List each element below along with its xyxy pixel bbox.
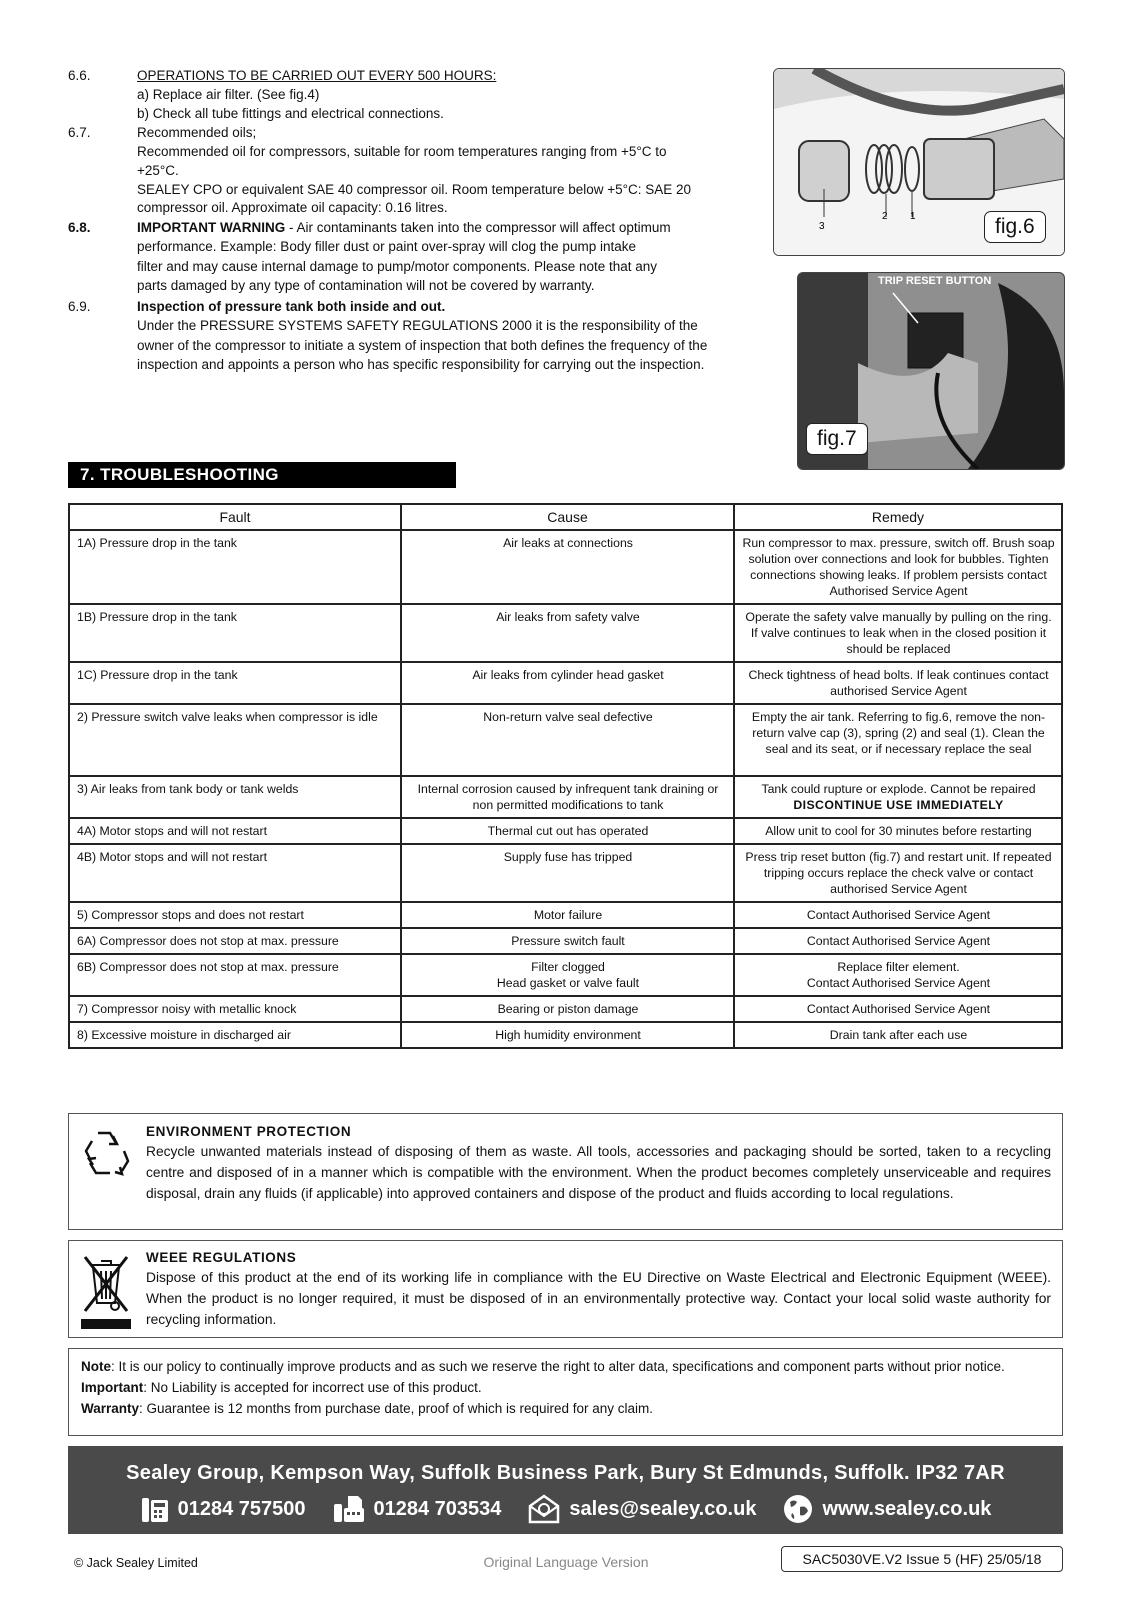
table-row xyxy=(69,662,1062,704)
oils-line: SEALEY CPO or equivalent SAE 40 compressor oil. Room temperature below +5°C: SAE 20 xyxy=(137,182,692,197)
important-text: : No Liability is accepted for incorrect use of this product. xyxy=(143,1380,482,1395)
cause-cell-text: High humidity environment xyxy=(495,1028,641,1042)
cause-cell xyxy=(401,1022,734,1048)
fault-cell-text: 8) Excessive moisture in discharged air xyxy=(77,1028,291,1042)
website-contact xyxy=(782,1493,991,1525)
remedy-cell-text: Contact Authorised Service Agent xyxy=(806,908,991,922)
company-address: Sealey Group, Kempson Way, Suffolk Business Park, Bury St Edmunds, Suffolk. IP32 7AR xyxy=(126,1462,1005,1484)
table-row xyxy=(69,844,1062,902)
fault-cell-text: 2) Pressure switch valve leaks when compressor is idle xyxy=(77,710,378,724)
weee-text: Dispose of this product at the end of its working life in compliance with the EU Directive on Waste Electrical and Electronic Equipment (WEEE). When the product is no longer required, it must be disposed of in an environmentally protective way. Contact your local solid waste authority for recycling information. xyxy=(146,1270,1051,1327)
warranty-label: Warranty xyxy=(81,1401,140,1416)
item-number: 6.8. xyxy=(68,220,91,235)
step-b: b) Check all tube fittings and electrical connections. xyxy=(137,106,444,121)
inspection-line: owner of the compressor to initiate a system of inspection that both defines the frequency of the xyxy=(137,337,708,353)
item-number: 6.9. xyxy=(68,299,91,314)
fault-cell xyxy=(69,662,401,704)
fault-cell xyxy=(69,1022,401,1048)
remedy-cell-text: Check tightness of head bolts. If leak continues contact authorised Service Agent xyxy=(748,668,1049,698)
warning-line: parts damaged by any type of contamination will not be covered by warranty. xyxy=(137,278,595,294)
remedy-cell xyxy=(734,844,1062,902)
header-cause: Cause xyxy=(401,504,734,530)
fault-cell-text: 4A) Motor stops and will not restart xyxy=(77,824,267,838)
fault-cell xyxy=(69,704,401,776)
fig6-label: fig.6 xyxy=(984,211,1046,243)
cause-cell xyxy=(401,902,734,928)
fault-cell-text: 4B) Motor stops and will not restart xyxy=(77,850,267,864)
email-icon xyxy=(527,1494,561,1524)
document-reference: SAC5030VE.V2 Issue 5 (HF) 25/05/18 xyxy=(781,1546,1063,1572)
table-row xyxy=(69,1022,1062,1048)
callout-2: 2 xyxy=(882,211,888,222)
callout-3: 3 xyxy=(819,221,825,232)
environment-text: Recycle unwanted materials instead of disposing of them as waste. All tools, accessories and packaging should be sorted, taken to a recycling centre and disposed of in a manner which is compatible with the environment. When the product becomes completely unserviceable and requires disposal, drain any fluids (if applicable) into approved containers and dispose of the product and fluids according to local regulations. xyxy=(146,1144,1051,1201)
item-number: 6.6. xyxy=(68,68,91,83)
fault-cell xyxy=(69,604,401,662)
environment-title: ENVIRONMENT PROTECTION xyxy=(146,1124,352,1139)
remedy-cell-text: Press trip reset button (fig.7) and restart unit. If repeated tripping occurs replace the check valve or contact authorised Service Agent xyxy=(745,850,1052,896)
trip-reset-caption: TRIP RESET BUTTON xyxy=(878,275,992,287)
cause-cell-text: Supply fuse has tripped xyxy=(503,850,633,864)
fault-cell xyxy=(69,818,401,844)
cause-cell xyxy=(401,954,734,996)
oils-line: compressor oil. Approximate oil capacity: 0.16 litres. xyxy=(137,200,448,215)
discontinue-warning: DISCONTINUE USE IMMEDIATELY xyxy=(793,798,1004,812)
remedy-cell xyxy=(734,704,1062,776)
recycle-icon xyxy=(80,1127,132,1179)
remedy-cell-text: Allow unit to cool for 30 minutes before restarting xyxy=(765,824,1032,838)
remedy-cell-text: Empty the air tank. Referring to fig.6, remove the non-return valve cap (3), spring (2) and seal (1). Clean the seal and its seat, or if necessary replace the seal xyxy=(751,710,1046,756)
company-footer xyxy=(68,1446,1063,1534)
fault-cell xyxy=(69,954,401,996)
remedy-cell-text: Contact Authorised Service Agent xyxy=(806,1002,991,1016)
note-text: : It is our policy to continually improve products and as such we reserve the right to alter data, specifications and component parts without prior notice. xyxy=(111,1359,1005,1374)
table-row xyxy=(69,902,1062,928)
cause-cell xyxy=(401,928,734,954)
note-line xyxy=(81,1356,1050,1377)
header-remedy: Remedy xyxy=(734,504,1062,530)
callout-1: 1 xyxy=(910,211,916,222)
cause-cell-text: Non-return valve seal defective xyxy=(483,710,653,724)
table-row xyxy=(69,818,1062,844)
inspection-line: Under the PRESSURE SYSTEMS SAFETY REGULATIONS 2000 it is the responsibility of the xyxy=(137,318,698,334)
fig7-image xyxy=(797,272,1065,470)
remedy-cell-text: Contact Authorised Service Agent xyxy=(806,934,991,948)
cause-cell xyxy=(401,530,734,604)
website-url[interactable]: www.sealey.co.uk xyxy=(822,1497,992,1520)
remedy-cell xyxy=(734,1022,1062,1048)
important-line xyxy=(81,1377,1050,1398)
table-row xyxy=(69,928,1062,954)
fault-cell-text: 1B) Pressure drop in the tank xyxy=(77,610,237,624)
cause-cell-text: Bearing or piston damage xyxy=(497,1002,639,1016)
remedy-cell xyxy=(734,604,1062,662)
weee-regulations-box xyxy=(68,1240,1063,1338)
remedy-cell-text: Tank could rupture or explode. Cannot be repaired xyxy=(761,782,1036,796)
fault-cell-text: 7) Compressor noisy with metallic knock xyxy=(77,1002,297,1016)
fault-cell xyxy=(69,776,401,818)
remedy-cell-text: Replace filter element. Contact Authorised Service Agent xyxy=(806,960,991,990)
cause-cell xyxy=(401,776,734,818)
fault-cell xyxy=(69,902,401,928)
remedy-cell-text: Run compressor to max. pressure, switch off. Brush soap solution over connections and look for bubbles. Tighten connections showing leaks. If problem persists contact Authorised Service Agent xyxy=(742,536,1055,598)
cause-cell xyxy=(401,704,734,776)
cause-cell xyxy=(401,818,734,844)
email-address[interactable]: sales@sealey.co.uk xyxy=(569,1497,757,1520)
troubleshooting-table xyxy=(68,503,1063,1049)
oils-line: Recommended oil for compressors, suitable for room temperatures ranging from +5°C to xyxy=(137,144,667,159)
oils-title: Recommended oils; xyxy=(137,125,257,140)
notes-box xyxy=(68,1348,1063,1436)
fax-icon xyxy=(332,1494,366,1524)
table-row xyxy=(69,996,1062,1022)
email-contact xyxy=(527,1494,756,1524)
warranty-text: : Guarantee is 12 months from purchase date, proof of which is required for any claim. xyxy=(139,1401,654,1416)
environment-content xyxy=(146,1124,1051,1204)
fault-cell xyxy=(69,844,401,902)
fault-cell-text: 1C) Pressure drop in the tank xyxy=(77,668,238,682)
table-header-row xyxy=(69,504,1062,530)
operations-500-heading: OPERATIONS TO BE CARRIED OUT EVERY 500 HOURS: xyxy=(137,68,497,83)
note-label: Note xyxy=(81,1359,111,1374)
phone-contact xyxy=(140,1494,306,1524)
remedy-cell-text: Drain tank after each use xyxy=(829,1028,968,1042)
fault-cell-text: 3) Air leaks from tank body or tank welds xyxy=(77,782,299,796)
copyright: © Jack Sealey Limited xyxy=(74,1556,198,1570)
fault-cell-text: 5) Compressor stops and does not restart xyxy=(77,908,304,922)
remedy-cell xyxy=(734,818,1062,844)
cause-cell-text: Air leaks at connections xyxy=(503,536,633,550)
fault-cell xyxy=(69,530,401,604)
remedy-cell-text: Operate the safety valve manually by pulling on the ring. If valve continues to leak when in the closed position it should be replaced xyxy=(745,610,1052,656)
warning-line: performance. Example: Body filler dust or paint over-spray will clog the pump intake xyxy=(137,239,636,255)
language-version: Original Language Version xyxy=(483,1554,649,1570)
weee-content xyxy=(146,1250,1051,1330)
remedy-cell xyxy=(734,996,1062,1022)
fault-cell xyxy=(69,928,401,954)
cause-cell-text: Thermal cut out has operated xyxy=(487,824,649,838)
table-row xyxy=(69,954,1062,996)
table-row xyxy=(69,530,1062,604)
cause-cell-text: Air leaks from safety valve xyxy=(496,610,640,624)
inspection-line: inspection and appoints a person who has specific responsibility for carrying out the inspection. xyxy=(137,357,705,373)
phone-number[interactable]: 01284 757500 xyxy=(177,1497,306,1520)
warning-paragraph xyxy=(137,218,787,296)
warning-line: filter and may cause internal damage to pump/motor components. Please note that any xyxy=(137,258,658,274)
cause-cell xyxy=(401,996,734,1022)
contact-row xyxy=(68,1493,1063,1525)
cause-cell-text: Air leaks from cylinder head gasket xyxy=(472,668,664,682)
important-label: Important xyxy=(81,1380,144,1395)
remedy-cell xyxy=(734,530,1062,604)
remedy-cell xyxy=(734,662,1062,704)
warranty-line xyxy=(81,1398,1050,1419)
cause-cell-text: Pressure switch fault xyxy=(511,934,625,948)
table-row xyxy=(69,704,1062,776)
step-a: a) Replace air filter. (See fig.4) xyxy=(137,87,320,102)
telephone-icon xyxy=(140,1494,170,1524)
fault-cell-text: 6A) Compressor does not stop at max. pressure xyxy=(77,934,339,948)
header-fault: Fault xyxy=(69,504,401,530)
cause-cell xyxy=(401,844,734,902)
remedy-cell xyxy=(734,902,1062,928)
fig6-image xyxy=(773,68,1065,256)
cause-cell xyxy=(401,604,734,662)
oils-line: +25°C. xyxy=(137,163,179,178)
troubleshooting-heading: 7. TROUBLESHOOTING xyxy=(68,462,456,488)
fault-cell xyxy=(69,996,401,1022)
remedy-cell xyxy=(734,954,1062,996)
cause-cell-text: Internal corrosion caused by infrequent tank draining or non permitted modifications to tank xyxy=(417,782,719,812)
weee-bin-icon xyxy=(81,1251,131,1329)
environment-protection-box xyxy=(68,1113,1063,1230)
weee-title: WEEE REGULATIONS xyxy=(146,1250,297,1265)
cause-cell-text: Filter clogged Head gasket or valve fault xyxy=(496,960,640,990)
fault-cell-text: 6B) Compressor does not stop at max. pressure xyxy=(77,960,339,974)
globe-icon xyxy=(782,1493,814,1525)
remedy-cell xyxy=(734,928,1062,954)
inspection-title: Inspection of pressure tank both inside and out. xyxy=(137,299,446,314)
warning-title: IMPORTANT WARNING xyxy=(137,220,286,235)
warning-line: - Air contaminants taken into the compressor will affect optimum xyxy=(285,220,671,235)
table-row xyxy=(69,776,1062,818)
fax-contact xyxy=(332,1494,502,1524)
fig7-label: fig.7 xyxy=(806,423,868,455)
table-row xyxy=(69,604,1062,662)
remedy-cell xyxy=(734,776,1062,818)
cause-cell xyxy=(401,662,734,704)
inspection-paragraph xyxy=(137,297,797,375)
fault-cell-text: 1A) Pressure drop in the tank xyxy=(77,536,237,550)
fax-number[interactable]: 01284 703534 xyxy=(373,1497,502,1520)
item-number: 6.7. xyxy=(68,125,91,140)
cause-cell-text: Motor failure xyxy=(533,908,603,922)
